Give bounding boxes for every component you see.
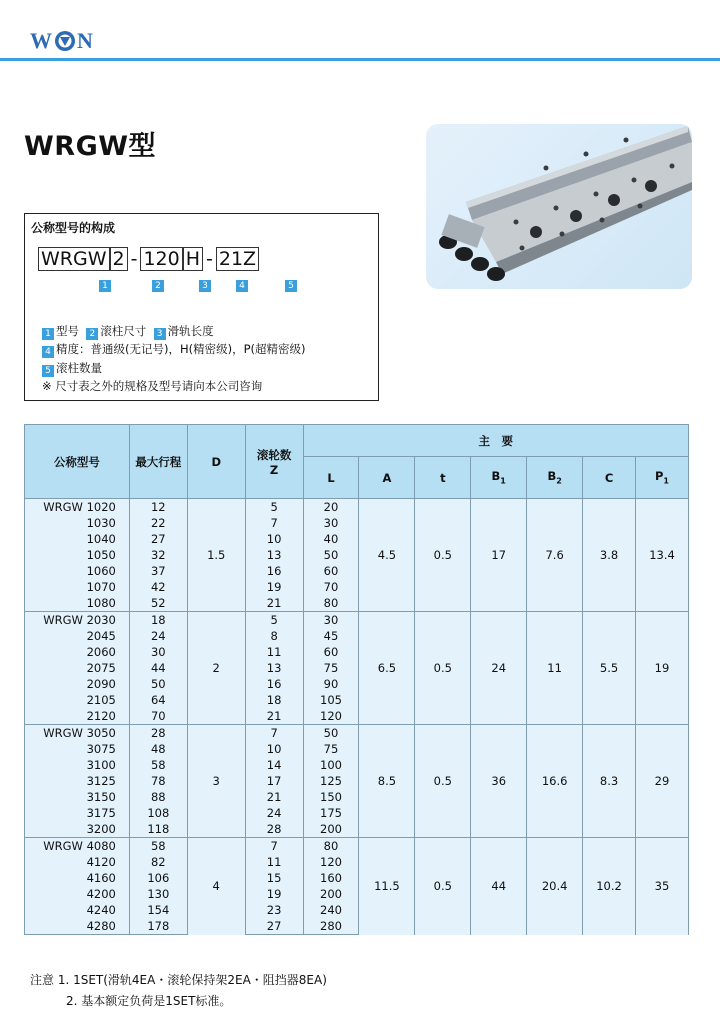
cell-P1: 19	[636, 612, 689, 725]
cell-model: 1080	[25, 595, 130, 612]
cell-model: WRGW 2030	[25, 612, 130, 629]
header-B2-sub: 2	[556, 476, 562, 486]
cell-t: 0.5	[415, 838, 471, 935]
cell-stroke: 154	[129, 902, 187, 918]
cell-stroke: 82	[129, 854, 187, 870]
code-legend	[42, 322, 306, 395]
company-logo	[30, 30, 94, 52]
page-title: WRGW型	[24, 131, 157, 162]
cell-z: 15	[245, 870, 303, 886]
cell-C: 10.2	[583, 838, 636, 935]
spec-table-body	[25, 499, 689, 935]
cell-d: 1.5	[187, 499, 245, 612]
cell-z: 7	[245, 838, 303, 855]
cell-L: 60	[303, 644, 359, 660]
cell-z: 18	[245, 692, 303, 708]
cell-L: 45	[303, 628, 359, 644]
cell-L: 30	[303, 515, 359, 531]
cell-model: 4240	[25, 902, 130, 918]
legend-text: 精度：普通级(无记号)，H(精密级)，P(超精密级)	[56, 342, 306, 357]
cell-L: 80	[303, 595, 359, 612]
cell-d: 3	[187, 725, 245, 838]
cell-L: 280	[303, 918, 359, 935]
cell-stroke: 22	[129, 515, 187, 531]
header-B1	[471, 457, 527, 499]
cell-P1: 35	[636, 838, 689, 935]
cell-z: 7	[245, 725, 303, 742]
cell-model: 4160	[25, 870, 130, 886]
cell-L: 80	[303, 838, 359, 855]
legend-badge: 4	[42, 346, 54, 358]
code-box-caption: 公称型号的构成	[31, 221, 116, 235]
cell-L: 60	[303, 563, 359, 579]
cell-stroke: 44	[129, 660, 187, 676]
cell-model: 2120	[25, 708, 130, 725]
cell-A: 4.5	[359, 499, 415, 612]
cell-model: 3150	[25, 789, 130, 805]
cell-L: 125	[303, 773, 359, 789]
cell-z: 27	[245, 918, 303, 935]
logo-letter-w: W	[30, 28, 53, 53]
cell-z: 16	[245, 563, 303, 579]
header-P1-letter: P	[654, 469, 664, 484]
cell-z: 19	[245, 886, 303, 902]
cell-stroke: 24	[129, 628, 187, 644]
cell-L: 120	[303, 708, 359, 725]
cell-t: 0.5	[415, 612, 471, 725]
legend-badge: 3	[154, 328, 166, 340]
cell-model: WRGW 4080	[25, 838, 130, 855]
cell-stroke: 42	[129, 579, 187, 595]
cell-z: 21	[245, 595, 303, 612]
cell-stroke: 30	[129, 644, 187, 660]
legend-note: ※ 尺寸表之外的规格及型号请向本公司咨询	[42, 378, 263, 393]
cell-C: 8.3	[583, 725, 636, 838]
cell-z: 11	[245, 644, 303, 660]
header-stroke: 最大行程	[129, 425, 187, 499]
cell-stroke: 108	[129, 805, 187, 821]
cell-model: 2090	[25, 676, 130, 692]
cell-L: 75	[303, 741, 359, 757]
cell-L: 40	[303, 531, 359, 547]
table-row	[25, 725, 689, 742]
cell-L: 90	[303, 676, 359, 692]
cell-L: 175	[303, 805, 359, 821]
cell-stroke: 118	[129, 821, 187, 838]
code-segment-rollers: 21Z	[216, 247, 259, 271]
header-d: D	[187, 425, 245, 499]
cell-model: 1050	[25, 547, 130, 563]
code-badge-2: 2	[152, 280, 164, 292]
cell-L: 200	[303, 821, 359, 838]
cell-A: 8.5	[359, 725, 415, 838]
cell-model: 3125	[25, 773, 130, 789]
legend-badge: 1	[42, 328, 54, 340]
cell-L: 50	[303, 547, 359, 563]
cell-L: 105	[303, 692, 359, 708]
product-photo	[426, 124, 692, 289]
legend-badge: 2	[86, 328, 98, 340]
cell-P1: 29	[636, 725, 689, 838]
cell-L: 50	[303, 725, 359, 742]
cell-z: 11	[245, 854, 303, 870]
cell-t: 0.5	[415, 725, 471, 838]
notes	[30, 970, 327, 1012]
header-P1-sub: 1	[663, 476, 669, 486]
model-code-row	[38, 247, 259, 271]
cell-z: 21	[245, 708, 303, 725]
cell-z: 5	[245, 612, 303, 629]
code-badge-4: 4	[236, 280, 248, 292]
cell-L: 240	[303, 902, 359, 918]
code-segment-length: 120	[140, 247, 182, 271]
cell-z: 8	[245, 628, 303, 644]
cell-L: 75	[303, 660, 359, 676]
cell-L: 160	[303, 870, 359, 886]
legend-text: 滑轨长度	[167, 324, 214, 338]
cell-C: 5.5	[583, 612, 636, 725]
cell-stroke: 178	[129, 918, 187, 935]
header-B2	[527, 457, 583, 499]
cell-L: 20	[303, 499, 359, 516]
cell-z: 7	[245, 515, 303, 531]
code-segment-model: WRGW	[38, 247, 110, 271]
cell-C: 3.8	[583, 499, 636, 612]
code-badge-1: 1	[99, 280, 111, 292]
cell-stroke: 106	[129, 870, 187, 886]
cell-L: 30	[303, 612, 359, 629]
note-1: 注意 1. 1SET(滑轨4EA・滚轮保持架2EA・阻挡器8EA)	[30, 973, 327, 987]
cell-stroke: 37	[129, 563, 187, 579]
header-z	[245, 425, 303, 499]
cell-L: 150	[303, 789, 359, 805]
legend-badge: 5	[42, 365, 54, 377]
code-segment-size: 2	[110, 247, 128, 271]
header-rule	[0, 58, 720, 61]
cell-stroke: 88	[129, 789, 187, 805]
cell-B2: 20.4	[527, 838, 583, 935]
cell-z: 19	[245, 579, 303, 595]
legend-text: 型号	[56, 324, 79, 338]
code-dash: -	[206, 248, 213, 270]
cell-stroke: 64	[129, 692, 187, 708]
cell-B2: 11	[527, 612, 583, 725]
logo-letter-n: N	[77, 28, 94, 53]
cell-B1: 44	[471, 838, 527, 935]
cell-model: 2060	[25, 644, 130, 660]
header-t: t	[415, 457, 471, 499]
cell-stroke: 130	[129, 886, 187, 902]
cell-model: 1040	[25, 531, 130, 547]
note-2: 2. 基本额定负荷是1SET标准。	[66, 994, 232, 1008]
cell-model: 1060	[25, 563, 130, 579]
code-badge-5: 5	[285, 280, 297, 292]
cell-t: 0.5	[415, 499, 471, 612]
header-L: L	[303, 457, 359, 499]
cell-model: 4280	[25, 918, 130, 935]
header-C: C	[583, 457, 636, 499]
cell-stroke: 70	[129, 708, 187, 725]
table-row	[25, 499, 689, 516]
spec-table	[24, 424, 689, 935]
cell-A: 6.5	[359, 612, 415, 725]
cell-B2: 16.6	[527, 725, 583, 838]
cell-model: 2075	[25, 660, 130, 676]
cell-z: 24	[245, 805, 303, 821]
cell-model: WRGW 3050	[25, 725, 130, 742]
code-dash: -	[130, 248, 138, 270]
cell-stroke: 48	[129, 741, 187, 757]
cell-stroke: 27	[129, 531, 187, 547]
cell-stroke: 52	[129, 595, 187, 612]
cell-stroke: 78	[129, 773, 187, 789]
cell-stroke: 50	[129, 676, 187, 692]
legend-text: 滚柱尺寸	[100, 324, 147, 338]
cell-L: 200	[303, 886, 359, 902]
cell-model: 2105	[25, 692, 130, 708]
cell-model: 1070	[25, 579, 130, 595]
cell-model: 3200	[25, 821, 130, 838]
cell-stroke: 58	[129, 757, 187, 773]
linear-rail-illustration	[426, 124, 692, 289]
header-z-symbol: Z	[269, 462, 279, 477]
table-row	[25, 612, 689, 629]
cell-z: 23	[245, 902, 303, 918]
cell-z: 13	[245, 660, 303, 676]
cell-z: 17	[245, 773, 303, 789]
cell-model: 4120	[25, 854, 130, 870]
cell-model: 4200	[25, 886, 130, 902]
cell-L: 70	[303, 579, 359, 595]
cell-model: 2045	[25, 628, 130, 644]
cell-B1: 36	[471, 725, 527, 838]
cell-z: 10	[245, 741, 303, 757]
table-row	[25, 838, 689, 855]
cell-d: 4	[187, 838, 245, 935]
header-model: 公称型号	[25, 425, 130, 499]
cell-z: 16	[245, 676, 303, 692]
cell-model: 3075	[25, 741, 130, 757]
cell-z: 28	[245, 821, 303, 838]
header-z-label: 滚轮数	[256, 447, 292, 462]
cell-stroke: 58	[129, 838, 187, 855]
logo-emblem-icon	[54, 30, 76, 52]
cell-model: 3100	[25, 757, 130, 773]
header-B1-letter: B	[491, 469, 501, 484]
cell-stroke: 18	[129, 612, 187, 629]
cell-P1: 13.4	[636, 499, 689, 612]
cell-z: 10	[245, 531, 303, 547]
cell-model: 1030	[25, 515, 130, 531]
header-main-dimensions: 主 要	[303, 425, 688, 457]
cell-z: 13	[245, 547, 303, 563]
code-segment-accuracy: H	[183, 247, 203, 271]
cell-stroke: 12	[129, 499, 187, 516]
cell-L: 100	[303, 757, 359, 773]
cell-model: WRGW 1020	[25, 499, 130, 516]
legend-text: 滚柱数量	[56, 360, 102, 375]
cell-L: 120	[303, 854, 359, 870]
header-A: A	[359, 457, 415, 499]
cell-stroke: 28	[129, 725, 187, 742]
cell-A: 11.5	[359, 838, 415, 935]
cell-z: 21	[245, 789, 303, 805]
cell-z: 14	[245, 757, 303, 773]
header-B1-sub: 1	[500, 476, 506, 486]
cell-z: 5	[245, 499, 303, 516]
cell-B1: 17	[471, 499, 527, 612]
header-P1	[636, 457, 689, 499]
header-B2-letter: B	[547, 469, 557, 484]
code-badge-3: 3	[199, 280, 211, 292]
cell-model: 3175	[25, 805, 130, 821]
cell-d: 2	[187, 612, 245, 725]
cell-B2: 7.6	[527, 499, 583, 612]
cell-B1: 24	[471, 612, 527, 725]
cell-stroke: 32	[129, 547, 187, 563]
